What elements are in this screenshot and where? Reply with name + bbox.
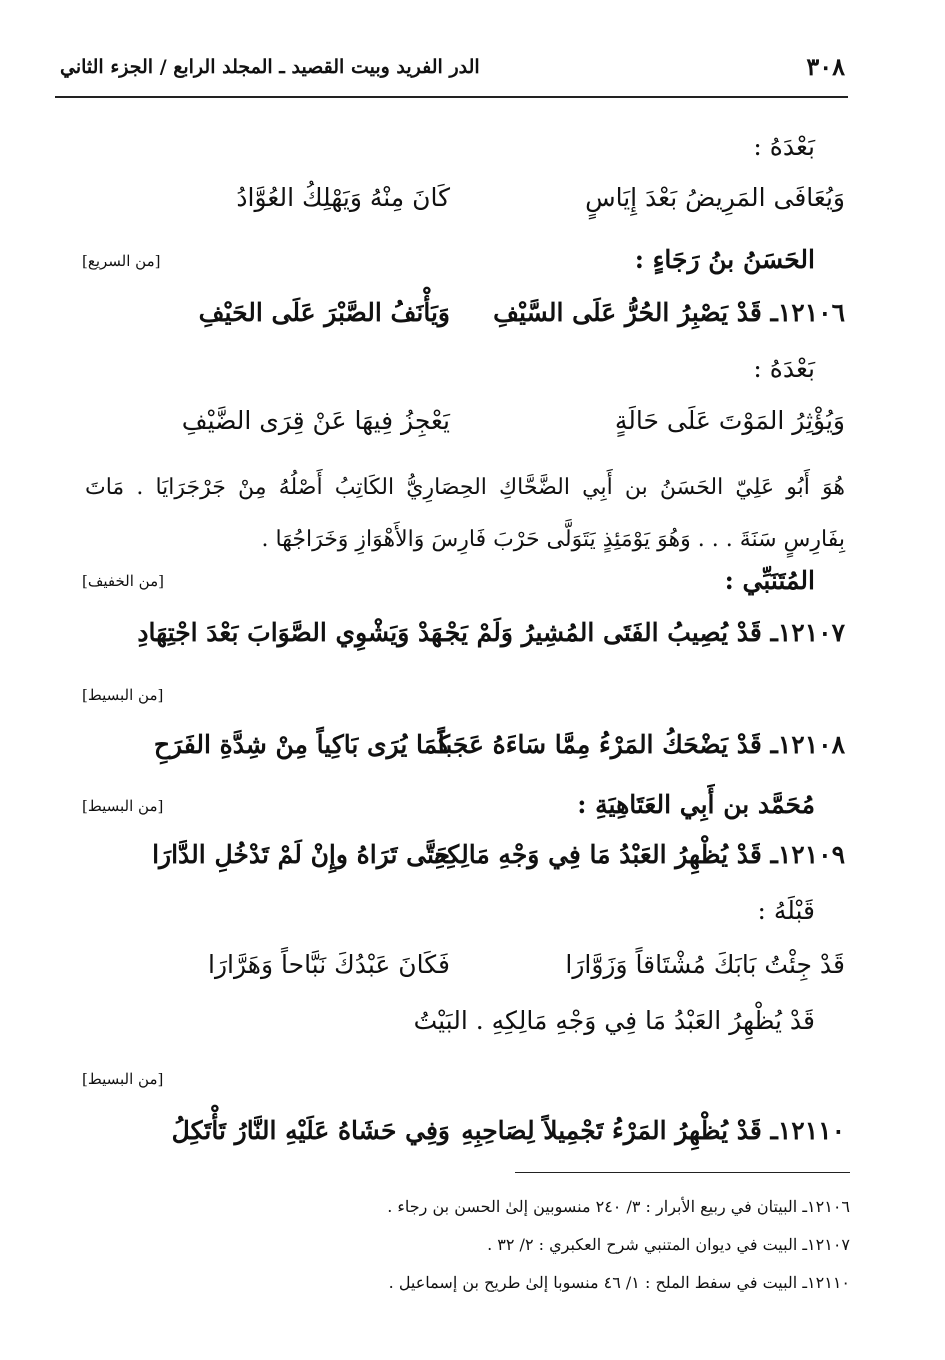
verse-hemistich-second: كَانَ مِنْهُ وَيَهْلِكُ العُوَّادُ <box>236 183 450 212</box>
label-after: بَعْدَهُ : <box>753 354 815 383</box>
footnote: ١٢١١٠ـ البيت في سفط الملح : ١/ ٤٦ منسوبا إلىٰ طريح بن إسماعيل . <box>388 1273 850 1292</box>
page-number: ٣٠٨ <box>806 52 845 81</box>
verse-hemistich-second: حَتَّى تَرَاهُ وإِنْ لَمْ تَدْخُلِ الدَّارَا <box>152 840 450 869</box>
verse-reference: قَدْ يُظْهِرُ العَبْدُ مَا فِي وَجْهِ مَالِكِهِ . البَيْتُ <box>413 1006 815 1035</box>
poet-name: مُحَمَّد بن أَبِي العَتَاهِيَةِ : <box>577 790 815 819</box>
footnote: ١٢١٠٧ـ البيت في ديوان المتنبي شرح العكبري : ٢/ ٣٢ . <box>487 1235 850 1254</box>
verse-hemistich-first: ١٢١٠٨ـ قَدْ يَضْحَكُ المَرْءُ مِمَّا سَاءَهُ عَجَباً <box>437 730 845 759</box>
verse-hemistich-second: كَمَا يُرَى بَاكِياً مِنْ شِدَّةِ الفَرَحِ <box>153 730 450 759</box>
verse-hemistich-second: وَفِي حَشَاهُ عَلَيْهِ النَّارُ تَأْتَكِلُ <box>171 1116 450 1145</box>
verse-hemistich-second: وَيَأْنَفُ الصَّبْرَ عَلَى الحَيْفِ <box>198 298 450 327</box>
verse-hemistich-first: ١٢١٠٧ـ قَدْ يُصِيبُ الفَتَى المُشِيرُ وَلَمْ يَجْـ <box>437 618 845 647</box>
verse-hemistich-first: قَدْ جِئْتُ بَابَكَ مُشْتَاقاً وَزَوَّارَا <box>565 950 845 979</box>
header-rule <box>55 96 848 98</box>
label-after: بَعْدَهُ : <box>753 132 815 161</box>
meter-label: [من البسيط] <box>82 686 164 704</box>
poet-name: الحَسَنُ بنُ رَجَاءٍ : <box>634 245 815 274</box>
running-title: الدر الفريد وبيت القصيد ـ المجلد الرابع / الجزء الثاني <box>60 56 480 78</box>
verse-hemistich-second: ـهَدْ وَيَشْوِي الصَّوَابَ بَعْدَ اجْتِهَادِ <box>137 618 450 647</box>
footnote: ١٢١٠٦ـ البيتان في ربيع الأبرار : ٣/ ٢٤٠ منسوبين إلىٰ الحسن بن رجاء . <box>387 1197 850 1216</box>
verse-hemistich-second: فَكَانَ عَبْدُكَ نَبَّاحاً وَهَرَّارَا <box>208 950 450 979</box>
label-before: قَبْلَهُ : <box>757 896 815 925</box>
verse-hemistich-first: ١٢١٠٩ـ قَدْ يُظْهِرُ العَبْدُ مَا فِي وَجْهِ مَالِكِهِ <box>433 840 845 869</box>
verse-hemistich-first: وَيُعَافَى المَرِيضُ بَعْدَ إِيَاسٍ <box>585 183 845 212</box>
biography-paragraph: هُوَ أَبُو عَلِيّ الحَسَنُ بن أَبِي الضَّحَّاكِ الحِصَارِيُّ الكَاتِبُ أَصْلُهُ مِنْ جَرْجَرَايَا . مَاتَ بِفَارِسٍ سَنَةَ . . . وَهُوَ يَوْمَئِذٍ يَتَوَلَّى حَرْبَ فَارِسَ وَالأَهْوَازِ وَخَرَاجُهَا . <box>85 475 845 552</box>
footnote-rule <box>515 1172 850 1173</box>
meter-label: [من الخفيف] <box>82 572 164 590</box>
meter-label: [من البسيط] <box>82 1070 164 1088</box>
verse-hemistich-first: ١٢١٠٦ـ قَدْ يَصْبِرُ الحُرُّ عَلَى السَّيْفِ <box>493 298 845 327</box>
verse-hemistich-second: يَعْجِزُ فِيهَا عَنْ قِرَى الضَّيْفِ <box>181 406 450 435</box>
verse-hemistich-first: ١٢١١٠ـ قَدْ يُظْهِرُ المَرْءُ تَجْمِيلاً لِصَاحِبِهِ <box>461 1116 845 1145</box>
meter-label: [من البسيط] <box>82 797 164 815</box>
poet-name: المُتَنَبِّي : <box>724 566 815 595</box>
verse-hemistich-first: وَيُؤْثِرُ المَوْتَ عَلَى حَالَةٍ <box>614 406 845 435</box>
meter-label: [من السريع] <box>82 252 161 270</box>
